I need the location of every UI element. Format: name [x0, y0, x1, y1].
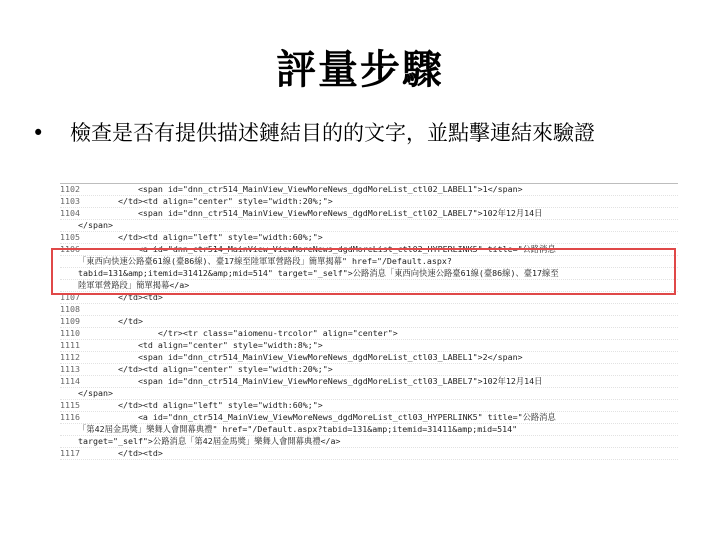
line-code: </td><td align="left" style="width:60%;">: [78, 232, 323, 242]
source-code-view[interactable]: [60, 183, 678, 458]
code-line: [60, 208, 678, 220]
line-code: </tr><tr class="aiomenu-trcolor" align="center">: [78, 328, 398, 338]
slide-title: 評量步驟: [276, 47, 444, 93]
code-line: [60, 328, 678, 340]
line-number: 1113: [60, 364, 80, 374]
code-line: [60, 400, 678, 412]
line-code: <span id="dnn_ctr514_MainView_ViewMoreNews_dgdMoreList_ctl02_LABEL7">102年12月14日: [78, 208, 543, 218]
code-line: [60, 196, 678, 208]
line-number: 1102: [60, 184, 80, 194]
bullet-text: 檢查是否有提供描述鏈結目的的文字，並點擊連結來驗證: [70, 121, 595, 145]
line-code: tabid=131&amp;itemid=31412&amp;mid=514" target="_self">公路消息「東西向快速公路臺61線(臺86線)、臺17線至: [78, 268, 559, 278]
line-number: 1108: [60, 304, 80, 314]
line-number: 1105: [60, 232, 80, 242]
code-line: [60, 340, 678, 352]
line-number: 1109: [60, 316, 80, 326]
line-code: </span>: [78, 388, 113, 398]
line-number: 1115: [60, 400, 80, 410]
code-line: [60, 316, 678, 328]
line-number: 1114: [60, 376, 80, 386]
line-code: 陸軍軍營路段」簡單揭幕</a>: [78, 280, 190, 290]
code-line: [60, 388, 678, 400]
line-code: <a id="dnn_ctr514_MainView_ViewMoreNews_dgdMoreList_ctl02_HYPERLINK5" title="公路消息: [78, 244, 556, 254]
line-number: 1110: [60, 328, 80, 338]
line-number: 1107: [60, 292, 80, 302]
code-line: [60, 232, 678, 244]
line-number: 1111: [60, 340, 80, 350]
code-line: [60, 412, 678, 424]
code-line: [60, 352, 678, 364]
line-code: </td><td align="center" style="width:20%;">: [78, 364, 333, 374]
line-code: <a id="dnn_ctr514_MainView_ViewMoreNews_dgdMoreList_ctl03_HYPERLINK5" title="公路消息: [78, 412, 556, 422]
line-code: <span id="dnn_ctr514_MainView_ViewMoreNews_dgdMoreList_ctl03_LABEL7">102年12月14日: [78, 376, 543, 386]
line-code: 「東西向快速公路臺61線(臺86線)、臺17線至陸軍軍營路段」簡單揭幕" href="/Default.aspx?: [78, 256, 452, 266]
line-number: 1106: [60, 244, 80, 254]
line-code: <span id="dnn_ctr514_MainView_ViewMoreNews_dgdMoreList_ctl02_LABEL1">1</span>: [78, 184, 523, 194]
line-code: target="_self">公路消息「第42屆金馬獎」樂舞人會開幕典禮</a>: [78, 436, 341, 446]
code-line: [60, 184, 678, 196]
code-line: [60, 448, 678, 460]
line-code: <td align="center" style="width:8%;">: [78, 340, 323, 350]
highlight-box: [51, 248, 676, 295]
code-line: [60, 424, 678, 436]
code-line: [60, 436, 678, 448]
code-line: [60, 304, 678, 316]
line-code: </td><td>: [78, 292, 163, 302]
line-code: <span id="dnn_ctr514_MainView_ViewMoreNews_dgdMoreList_ctl03_LABEL1">2</span>: [78, 352, 523, 362]
line-code: </td><td>: [78, 448, 163, 458]
line-number: 1104: [60, 208, 80, 218]
line-code: </td><td align="left" style="width:60%;">: [78, 400, 323, 410]
line-number: 1112: [60, 352, 80, 362]
line-code: </span>: [78, 220, 113, 230]
line-number: 1116: [60, 412, 80, 422]
line-code: </td><td align="center" style="width:20%;">: [78, 196, 333, 206]
bullet-item: [32, 118, 672, 148]
line-number: 1117: [60, 448, 80, 458]
code-line: [60, 220, 678, 232]
code-line: [60, 364, 678, 376]
line-number: 1103: [60, 196, 80, 206]
bullet-symbol: •: [32, 121, 45, 145]
line-code: 「第42屆金馬獎」樂舞人會開幕典禮" href="/Default.aspx?tabid=131&amp;itemid=31411&amp;mid=514": [78, 424, 518, 434]
line-code: </td>: [78, 316, 143, 326]
code-line: [60, 376, 678, 388]
